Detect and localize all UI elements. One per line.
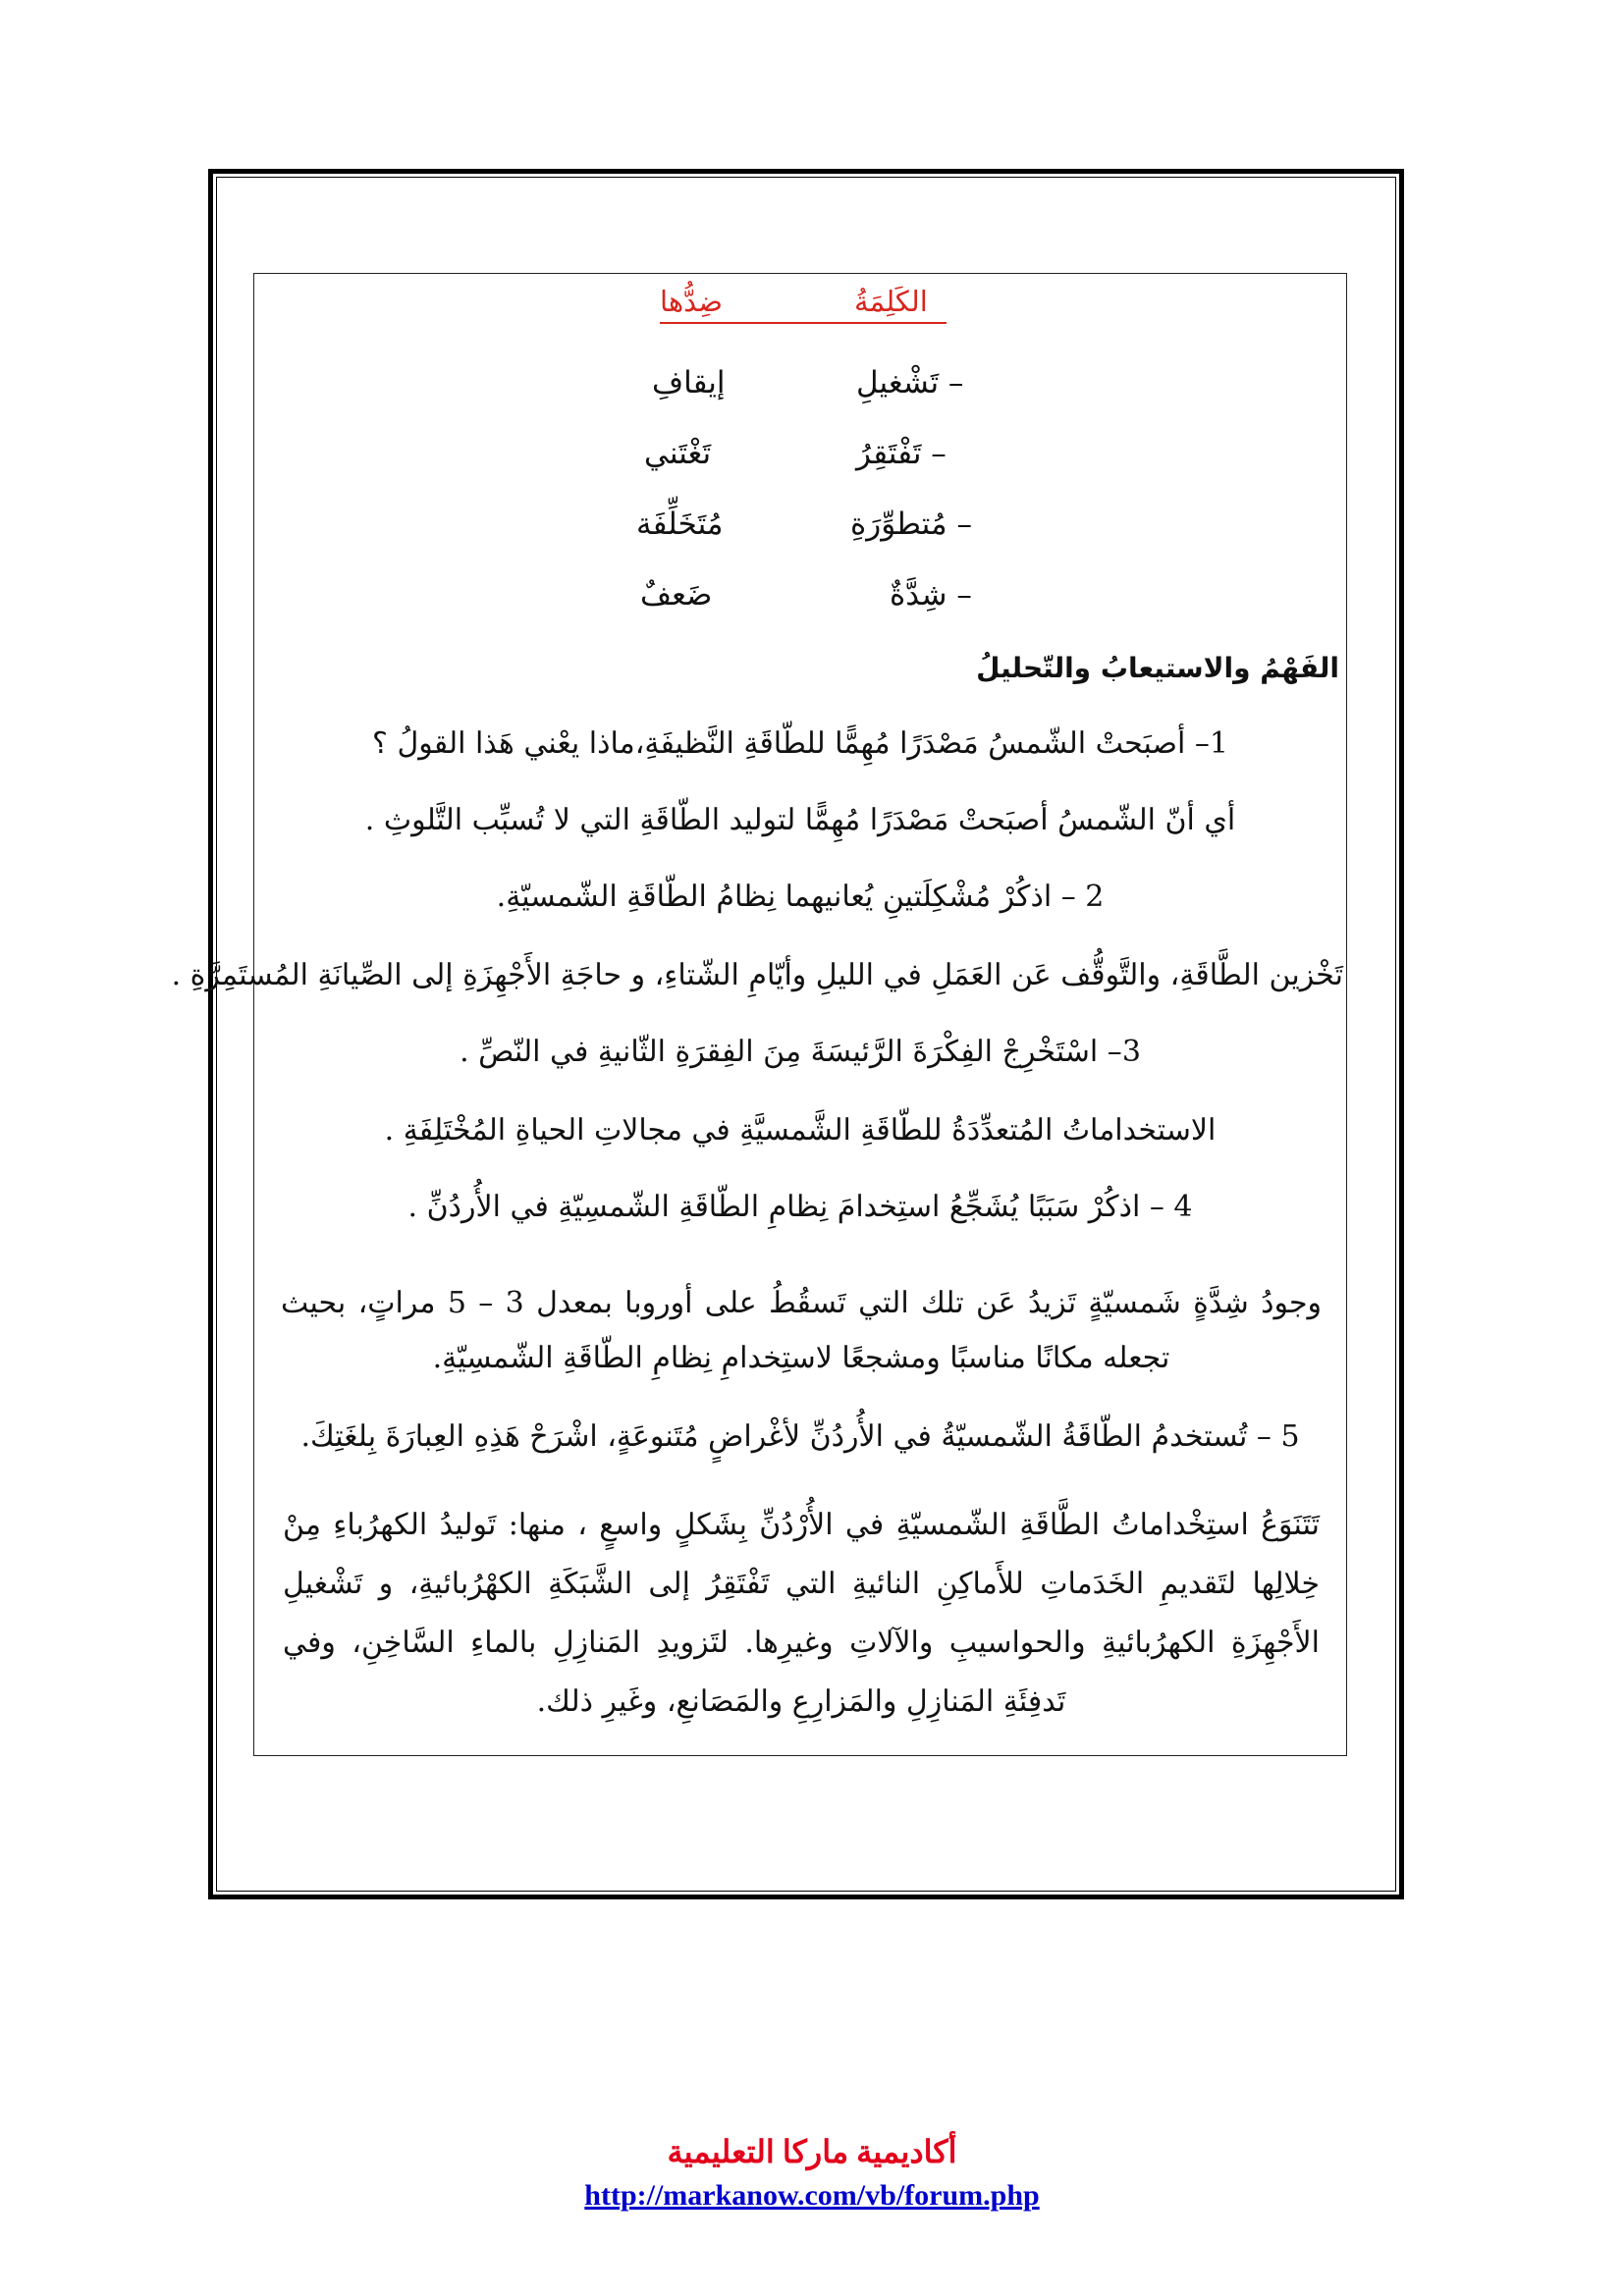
- vocab-opposite-3: مُتَخَلِّفَة: [636, 507, 724, 542]
- question-4: 4 – اذكُرْ سَبَبًا يُشَجِّعُ استِخدامَ نِظامِ الطّاقَةِ الشّمسِيّةِ في الأُردُنِّ .: [407, 1190, 1193, 1224]
- answer-3: الاستخداماتُ المُتعدِّدَةُ للطّاقَةِ الشَّمسيَّةِ في مجالاتِ الحياةِ المُخْتَلِفَةِ .: [384, 1113, 1217, 1148]
- footer-forum-link[interactable]: http://markanow.com/vb/forum.php: [584, 2179, 1040, 2212]
- answer-5: تَتَنَوَعُ استِخْداماتُ الطَّاقَةِ الشّمسيّةِ في الأُرْدُنِّ بِشَكلٍ واسعٍ ، منها: تَوليدُ الكهرُباءِ مِنْ خِلالِها لتَقديمِ الخَدَماتِ للأَماكِنِ النائيةِ التي تَفْتَقِرُ إلى الشَّبَكَةِ الكهْرُبائيةِ، و تَشْغيلِ الأَجْهِزَةِ الكهرُبائيةِ والحواسيبِ والآلاتِ وغيرِها. لتَزويدِ المَنازِلِ بالماءِ السَّاخِنِ، وفي تَدفِئَةِ المَنازِلِ والمَزارِعِ والمَصَانعِ، وغَيرِ ذلك.: [283, 1508, 1320, 1719]
- footer-academy-name: أكاديمية ماركا التعليمية: [667, 2134, 957, 2169]
- question-2: 2 – اذكُرْ مُشْكِلَتينِ يُعانيهما نِظامُ الطّاقَةِ الشّمسيّةِ.: [496, 880, 1105, 914]
- answer-1: أي أنّ الشّمسُ أصبَحتْ مَصْدَرًا مُهِمًّا لتوليد الطّاقَةِ التي لا تُسبِّب التَّلوثِ .: [364, 803, 1236, 837]
- vocab-word-1: – تَشْغيلِ: [856, 365, 964, 400]
- answer-4: وجودُ شِدَّةٍ شَمسيّةٍ تَزيدُ عَن تلك التي تَسقُطُ على أوروبا بمعدل 3 – 5 مراتٍ، بحيث تجعله مكانًا مناسبًا ومشجعًا لاستِخدامِ نِظامِ الطّاقَةِ الشّمسِيّةِ.: [281, 1286, 1322, 1375]
- header-underline: [660, 322, 947, 324]
- vocab-opposite-4: ضَعفٌ: [640, 577, 713, 613]
- section-title: الفَهْمُ والاستيعابُ والتّحليلُ: [976, 652, 1339, 684]
- vocab-word-3: – مُتطوِّرَةِ: [850, 507, 972, 542]
- vocab-word-2: – تَفْتَقِرُ: [856, 436, 947, 471]
- answer-2: تَخْزين الطَّاقَةِ، والتَّوقُّف عَن العَمَلِ في الليلِ وأيّامِ الشّتاءِ، و حاجَةِ الأَجْهِزَةِ إلى الصِّيانَةِ المُستَمِرَّةِ .: [171, 958, 1343, 992]
- column-header-opposite: ضِدُّها: [660, 285, 723, 318]
- question-3: 3– اسْتَخْرِجْ الفِكْرَةَ الرَّئيسَةَ مِنَ الفِقرَةِ الثّانيةِ في النّصِّ .: [460, 1035, 1141, 1069]
- question-1: 1– أصبَحتْ الشّمسُ مَصْدَرًا مُهِمًّا للطّاقَةِ النَّظيفَةِ،ماذا يعْني هَذا القولُ ؟: [372, 726, 1228, 761]
- question-5: 5 – تُستخدمُ الطّاقَةُ الشّمسيّةُ في الأُردُنِّ لأغْراضٍ مُتَنوعَةٍ، اشْرَحْ هَذِهِ العِبارَةَ بِلغَتِكَ.: [300, 1419, 1300, 1454]
- vocab-opposite-2: تَغْتَني: [644, 436, 712, 471]
- vocab-opposite-1: إيقافِ: [652, 365, 726, 400]
- column-header-word: الكَلِمَةُ: [854, 285, 928, 318]
- vocab-word-4: – شِدَّةٌ: [890, 577, 972, 613]
